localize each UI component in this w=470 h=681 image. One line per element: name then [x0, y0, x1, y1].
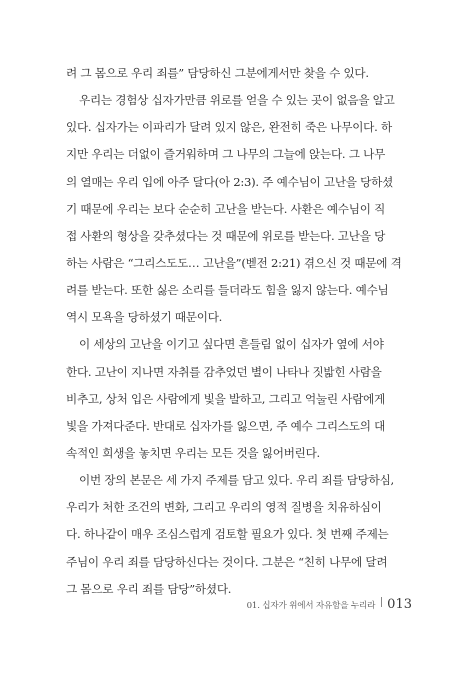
- paragraph-first-line: 이 세상의 고난을 이기고 싶다면 흔들림 없이 십자가 옆에 서야: [79, 337, 384, 352]
- body-line: 역시 모욕을 당하셨기 때문이다.: [66, 310, 223, 325]
- body-line: 비추고, 상처 입은 사람에게 빛을 발하고, 그리고 억눌린 사람에게: [66, 391, 386, 406]
- body-line: 하는 사람은 “그리스도도… 고난을”(벧전 2:21) 겪으신 것 때문에 격: [66, 255, 402, 270]
- body-line: 다. 하나같이 매우 조심스럽게 검토할 필요가 있다. 첫 번째 주제는: [66, 527, 389, 542]
- body-line: 려 그 몸으로 우리 죄를” 담당하신 그분에게서만 찾을 수 있다.: [66, 66, 369, 80]
- body-line: 접 사환의 형상을 갖추셨다는 것 때문에 위로를 받는다. 고난을 당: [66, 228, 386, 243]
- chapter-title: 01. 십자가 위에서 자유함을 누리라: [246, 601, 376, 611]
- body-text: [66, 60, 411, 603]
- body-line: 기 때문에 우리는 보다 순순히 고난을 받는다. 사환은 예수님이 직: [66, 201, 386, 216]
- footer-divider: [381, 597, 382, 607]
- body-line: 속적인 희생을 놓치면 우리는 모든 것을 잃어버린다.: [66, 445, 320, 460]
- body-line: 한다. 고난이 지나면 자취를 감추었던 별이 나타나 짓밟힌 사람을: [66, 364, 382, 379]
- body-line: 있다. 십자가는 이파리가 달려 있지 않은, 완전히 죽은 나무이다. 하: [66, 120, 392, 135]
- body-line: 빛을 가져다준다. 반대로 십자가를 잃으면, 주 예수 그리스도의 대: [66, 418, 386, 433]
- body-line: 의 열매는 우리 입에 아주 달다(아 2:3). 주 예수님이 고난을 당하셨: [66, 174, 394, 189]
- body-line: 주님이 우리 죄를 담당하신다는 것이다. 그분은 “친히 나무에 달려: [66, 554, 388, 569]
- running-footer: [0, 593, 412, 613]
- paragraph-first-line: 우리는 경험상 십자가만큼 위로를 얻을 수 있는 곳이 없음을 알고: [79, 93, 395, 108]
- body-line: 지만 우리는 더없이 즐거워하며 그 나무의 그늘에 앉는다. 그 나무: [66, 147, 386, 162]
- body-line: 우리가 처한 조건의 변화, 그리고 우리의 영적 질병을 치유하심이: [66, 500, 382, 515]
- page-number: 013: [387, 597, 412, 612]
- body-line: 려를 받는다. 또한 싫은 소리를 들더라도 힘을 잃지 않는다. 예수님: [66, 283, 389, 298]
- body-line: 그 몸으로 우리 죄를 담당”하셨다.: [66, 581, 232, 596]
- paragraph-first-line: 이번 장의 본문은 세 가지 주제를 담고 있다. 우리 죄를 담당하심,: [79, 473, 394, 488]
